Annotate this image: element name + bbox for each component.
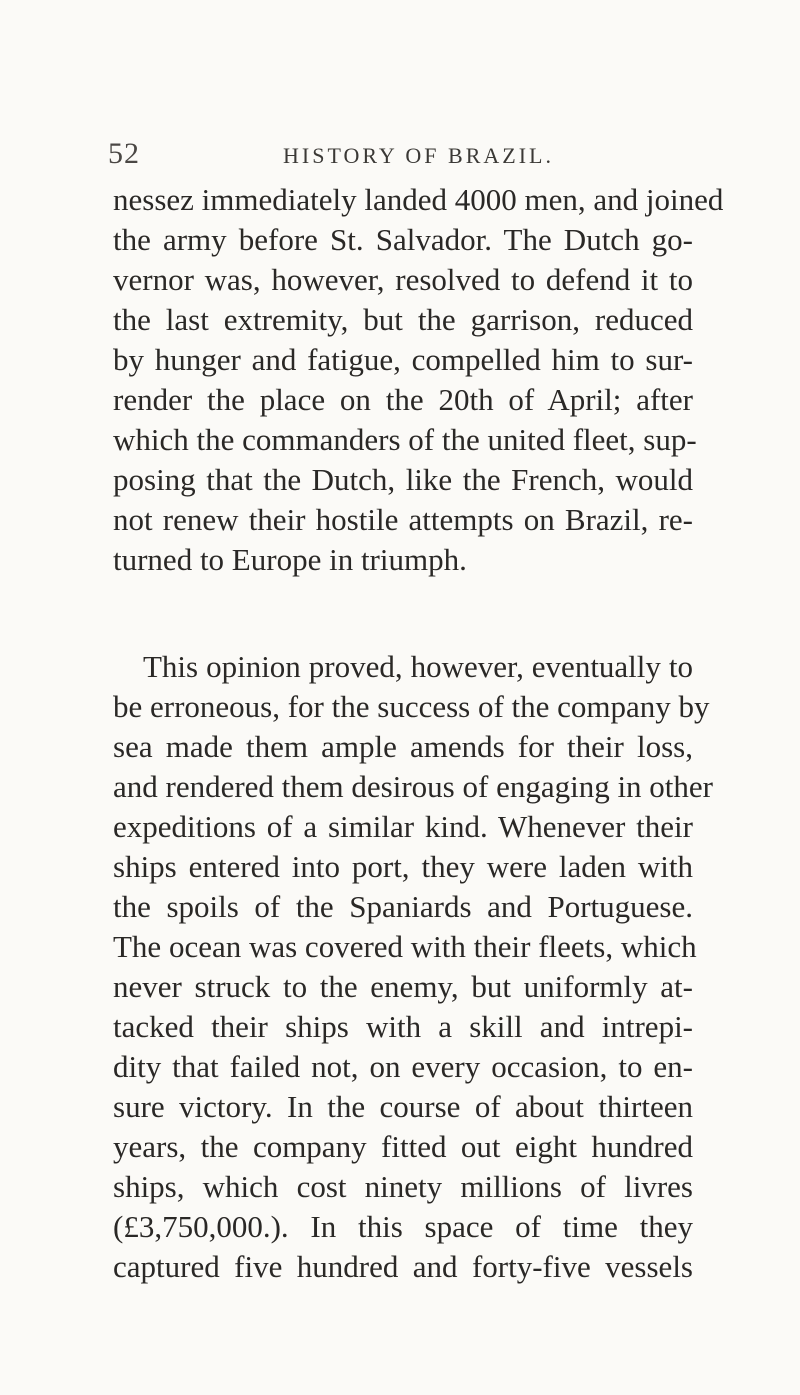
- text-line: the last extremity, but the garrison, reduced: [113, 302, 693, 337]
- text-line: the spoils of the Spaniards and Portuguese.: [113, 889, 693, 924]
- text-line: tacked their ships with a skill and intrepi-: [113, 1009, 693, 1044]
- text-line: The ocean was covered with their fleets, which: [113, 929, 697, 964]
- text-line: the army before St. Salvador. The Dutch go-: [113, 222, 693, 257]
- text-line: sea made them ample amends for their loss,: [113, 729, 693, 764]
- text-line: not renew their hostile attempts on Brazil, re-: [113, 502, 693, 537]
- text-line: and rendered them desirous of engaging in other: [113, 769, 714, 804]
- text-line: captured five hundred and forty-five vessels: [113, 1249, 693, 1284]
- page-number: 52: [108, 137, 140, 170]
- body-text: [113, 180, 724, 1287]
- text-line: vernor was, however, resolved to defend it to: [113, 262, 693, 297]
- running-title: HISTORY OF BRAZIL.: [283, 143, 554, 168]
- text-line: posing that the Dutch, like the French, would: [113, 462, 693, 497]
- text-line: by hunger and fatigue, compelled him to sur-: [113, 342, 693, 377]
- paragraph-gap: [113, 580, 693, 647]
- text-line: ships entered into port, they were laden with: [113, 849, 693, 884]
- text-line: ships, which cost ninety millions of livres: [113, 1169, 693, 1204]
- text-line: years, the company fitted out eight hundred: [113, 1129, 693, 1164]
- text-line: dity that failed not, on every occasion, to en-: [113, 1049, 693, 1084]
- paragraph-1: [113, 180, 724, 580]
- text-line: expeditions of a similar kind. Whenever their: [113, 809, 693, 844]
- running-head: [108, 137, 698, 177]
- text-line: sure victory. In the course of about thirteen: [113, 1089, 693, 1124]
- text-line: which the commanders of the united fleet, sup-: [113, 422, 697, 457]
- text-line: turned to Europe in triumph.: [113, 542, 467, 577]
- text-line: nessez immediately landed 4000 men, and joined: [113, 182, 724, 217]
- text-line: This opinion proved, however, eventually to: [143, 649, 693, 684]
- text-line: render the place on the 20th of April; after: [113, 382, 693, 417]
- paragraph-2: [113, 647, 714, 1287]
- text-line: never struck to the enemy, but uniformly at-: [113, 969, 693, 1004]
- text-line: be erroneous, for the success of the company by: [113, 689, 710, 724]
- text-line: (£3,750,000.). In this space of time they: [113, 1209, 693, 1244]
